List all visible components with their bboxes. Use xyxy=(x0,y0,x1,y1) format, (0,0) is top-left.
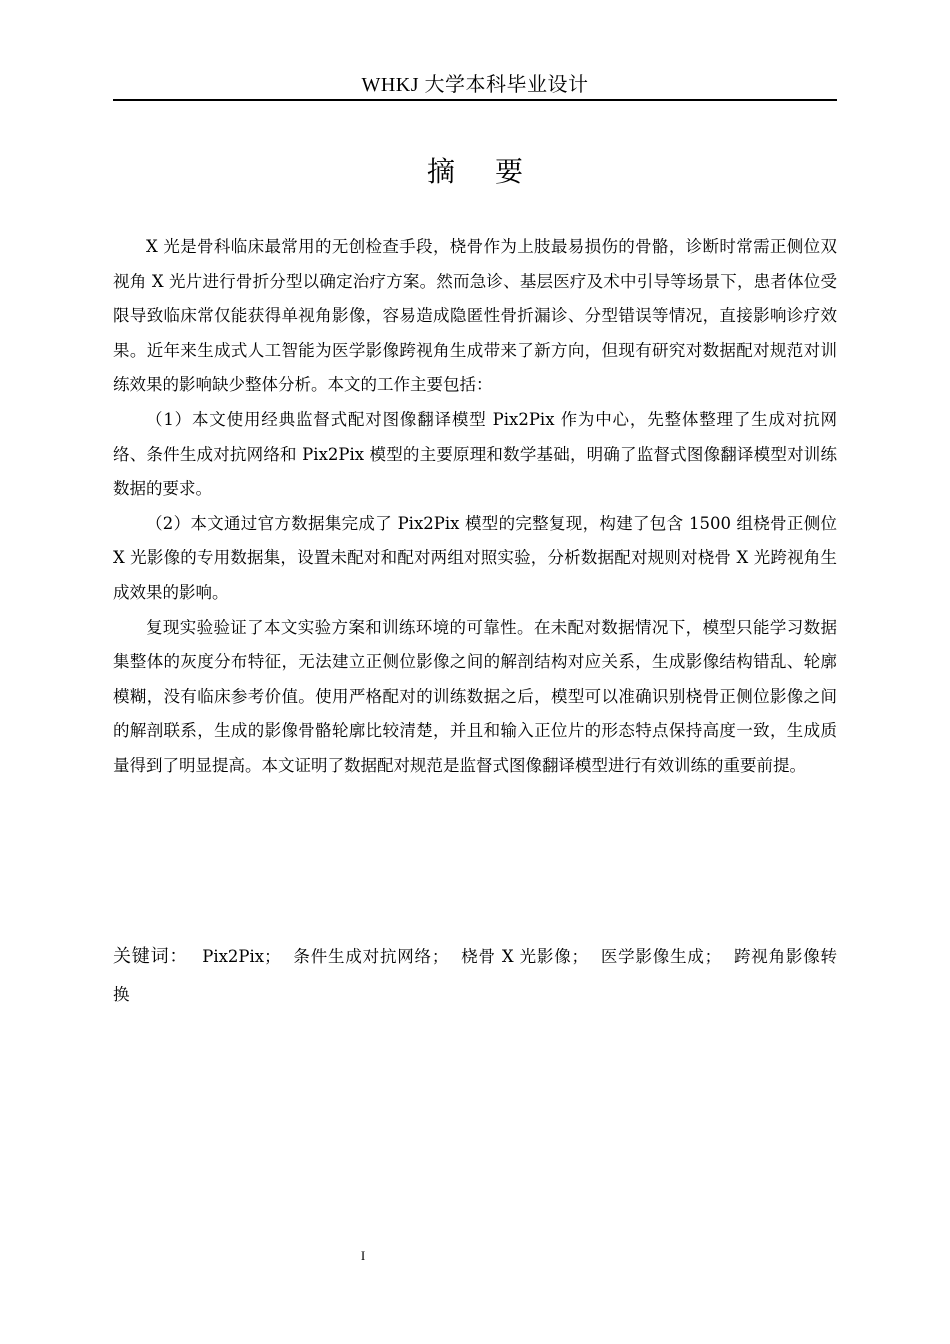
abstract-paragraph: 复现实验验证了本文实验方案和训练环境的可靠性。在未配对数据情况下，模型只能学习数据集整体的灰度分布特征，无法建立正侧位影像之间的解剖结构对应关系，生成影像结构错乱、轮廓模糊，没有临床参考价值。使用严格配对的训练数据之后，模型可以准确识别桡骨正侧位影像之间的解剖联系，生成的影像骨骼轮廓比较清楚，并且和输入正位片的形态特点保持高度一致，生成质量得到了明显提高。本文证明了数据配对规范是监督式图像翻译模型进行有效训练的重要前提。 xyxy=(113,617,837,775)
abstract-paragraph: X 光是骨科临床最常用的无创检查手段，桡骨作为上肢最易损伤的骨骼，诊断时常需正侧位双视角 X 光片进行骨折分型以确定治疗方案。然而急诊、基层医疗及术中引导等场景下，患者体位受限导致临床常仅能获得单视角影像，容易造成隐匿性骨折漏诊、分型错误等情况，直接影响诊疗效果。近年来生成式人工智能为医学影像跨视角生成带来了新方向，但现有研究对数据配对规范对训练效果的影响缺少整体分析。本文的工作主要包括： xyxy=(113,237,837,395)
page-number: I xyxy=(360,1248,366,1263)
keywords-section xyxy=(113,938,837,1014)
abstract-title: 摘要 xyxy=(426,155,563,188)
header-divider xyxy=(113,99,837,101)
keyword-item: Pix2Pix； xyxy=(202,947,281,966)
keyword-item: 医学影像生成； xyxy=(600,947,722,966)
page-header-title: WHKJ 大学本科毕业设计 xyxy=(361,74,589,96)
keywords-label: 关键词： xyxy=(113,946,189,967)
keyword-item: 条件生成对抗网络； xyxy=(292,947,449,966)
abstract-paragraph: （1）本文使用经典监督式配对图像翻译模型 Pix2Pix 作为中心，先整体整理了生成对抗网络、条件生成对抗网络和 Pix2Pix 模型的主要原理和数学基础，明确了监督式图像翻译模型对训练数据的要求。 xyxy=(113,409,837,499)
keyword-item: 跨视角影像转换 xyxy=(113,947,838,1004)
keyword-item: 桡骨 X 光影像； xyxy=(460,947,589,966)
abstract-paragraph: （2）本文通过官方数据集完成了 Pix2Pix 模型的完整复现，构建了包含 1500 组桡骨正侧位 X 光影像的专用数据集，设置未配对和配对两组对照实验，分析数据配对规则对桡骨 X 光跨视角生成效果的影响。 xyxy=(113,513,837,602)
abstract-body xyxy=(113,230,837,784)
